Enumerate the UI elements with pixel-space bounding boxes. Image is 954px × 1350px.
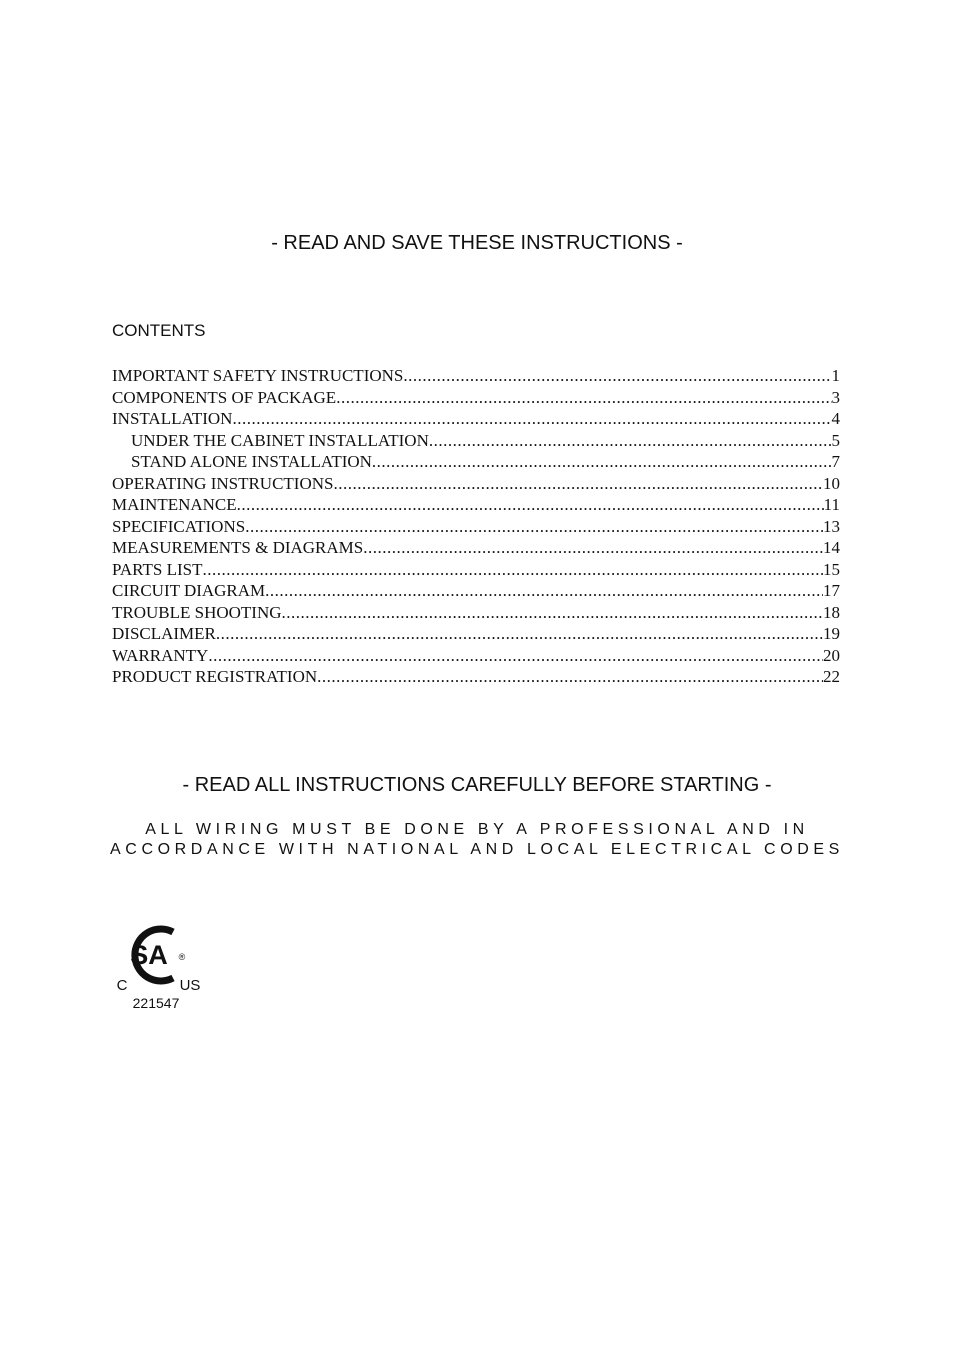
toc-entry-page: 17 — [823, 581, 840, 600]
page-title: - READ AND SAVE THESE INSTRUCTIONS - — [271, 232, 683, 254]
toc-entry — [112, 451, 840, 473]
toc-entry-page: 11 — [823, 495, 840, 514]
toc-entry-page: 10 — [823, 473, 840, 493]
toc-entry-page: 14 — [823, 538, 840, 557]
toc-entry-label: SPECIFICATIONS — [112, 516, 246, 536]
toc-entry-label: TROUBLE SHOOTING — [112, 602, 282, 622]
toc-entry-page: 7 — [831, 452, 840, 471]
toc-entry-label: CIRCUIT DIAGRAM — [112, 581, 266, 600]
toc-entry-label: PARTS LIST — [112, 559, 203, 579]
toc-entry-page: 22 — [823, 667, 840, 686]
toc-leader-dots — [372, 451, 832, 473]
toc-entry-page: 15 — [823, 559, 840, 579]
toc-entry — [112, 516, 840, 538]
toc-leader-dots — [208, 645, 823, 667]
csa-us-label: US — [179, 977, 201, 994]
toc-entry — [112, 559, 840, 581]
csa-certification-icon — [112, 918, 208, 1014]
table-of-contents — [112, 365, 840, 688]
toc-leader-dots — [317, 666, 823, 688]
toc-entry-page: 13 — [823, 516, 840, 536]
toc-entry-label: IMPORTANT SAFETY INSTRUCTIONS — [112, 366, 404, 385]
toc-entry — [112, 430, 840, 452]
toc-leader-dots — [333, 473, 823, 495]
toc-leader-dots — [282, 602, 823, 624]
wiring-warning-line-2: ACCORDANCE WITH NATIONAL AND LOCAL ELECTRICAL CODES — [110, 841, 844, 858]
toc-entry-label: MEASUREMENTS & DIAGRAMS — [112, 538, 364, 557]
toc-leader-dots — [232, 408, 831, 430]
toc-entry-label: INSTALLATION — [112, 409, 233, 428]
toc-leader-dots — [237, 494, 824, 516]
toc-entry-page: 4 — [831, 409, 840, 428]
notice-title: - READ ALL INSTRUCTIONS CAREFULLY BEFORE STARTING - — [182, 774, 772, 796]
toc-entry-label: PRODUCT REGISTRATION — [112, 667, 318, 686]
toc-entry-page: 1 — [831, 366, 840, 385]
contents-heading: CONTENTS — [112, 321, 206, 340]
toc-leader-dots — [363, 537, 823, 559]
toc-entry — [112, 580, 840, 602]
toc-entry-page: 3 — [831, 387, 840, 407]
toc-leader-dots — [245, 516, 823, 538]
csa-logo-letters: SA — [130, 940, 168, 970]
toc-entry-label: UNDER THE CABINET INSTALLATION — [131, 430, 429, 450]
toc-entry — [112, 387, 840, 409]
toc-entry — [112, 602, 840, 624]
toc-entry-page: 5 — [831, 430, 840, 450]
csa-canada-label: C — [116, 977, 128, 994]
toc-entry — [112, 666, 840, 688]
toc-entry-label: WARRANTY — [112, 645, 209, 665]
toc-leader-dots — [202, 559, 823, 581]
toc-entry-label: MAINTENANCE — [112, 495, 237, 514]
toc-entry-label: OPERATING INSTRUCTIONS — [112, 473, 334, 493]
toc-entry — [112, 623, 840, 645]
toc-entry-page: 20 — [823, 645, 840, 665]
toc-leader-dots — [336, 387, 831, 409]
toc-entry-page: 18 — [823, 602, 840, 622]
csa-certificate-number: 221547 — [132, 995, 180, 1011]
toc-entry — [112, 494, 840, 516]
toc-entry — [112, 365, 840, 387]
toc-entry — [112, 408, 840, 430]
toc-entry-label: COMPONENTS OF PACKAGE — [112, 387, 337, 407]
toc-leader-dots — [216, 623, 823, 645]
registered-symbol: ® — [178, 952, 186, 962]
toc-leader-dots — [403, 365, 831, 387]
toc-entry — [112, 473, 840, 495]
toc-entry-label: DISCLAIMER — [112, 624, 216, 643]
toc-leader-dots — [429, 430, 832, 452]
toc-entry-page: 19 — [823, 624, 840, 643]
toc-entry — [112, 645, 840, 667]
toc-entry — [112, 537, 840, 559]
toc-entry-label: STAND ALONE INSTALLATION — [131, 452, 372, 471]
wiring-warning-line-1: ALL WIRING MUST BE DONE BY A PROFESSIONAL AND IN — [145, 821, 809, 838]
toc-leader-dots — [265, 580, 823, 602]
